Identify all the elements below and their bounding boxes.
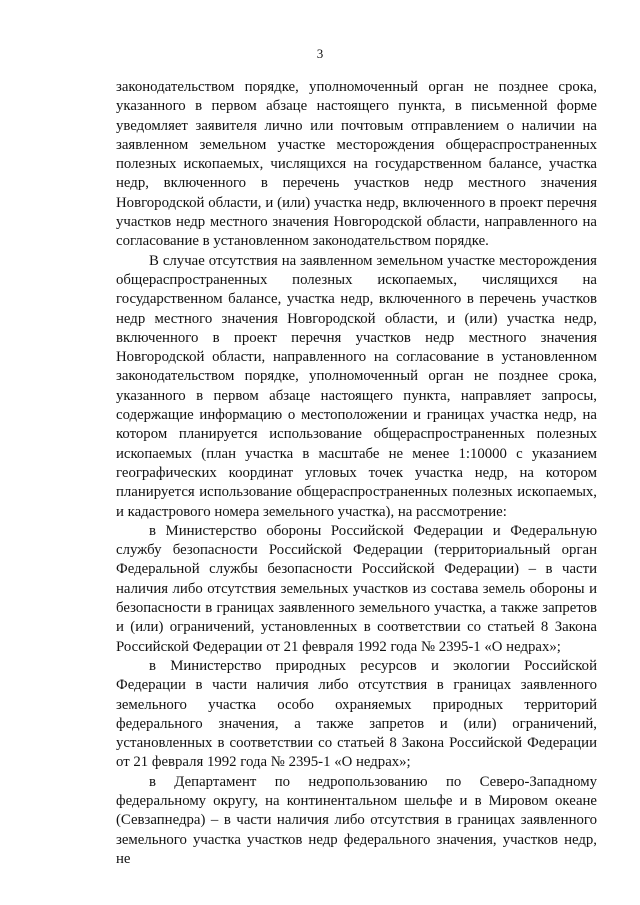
paragraph-continuation: законодательством порядке, уполномоченный орган не позднее срока, указанного в первом абзаце настоящего пункта, в письменной форме уведомляет заявителя лично или почтовым отправлением о наличии на заявленном земельном участке месторождения общераспространенных полезных ископаемых, числящихся на государственном балансе, участка недр, включенного в перечень участков недр местного значения Новгородской области, и (или) участка недр, включенного в проект перечня участков недр местного значения Новгородской области, направленного на согласование в установленном законодательством порядке. <box>116 79 597 250</box>
page-number: 3 <box>316 46 324 61</box>
paragraph-absence-case: В случае отсутствия на заявленном земельном участке месторождения общераспространенных полезных ископаемых, числящихся на государственном балансе, участка недр, включенного в перечень участков недр местного значения Новгородской области, и (или) участка недр, включенного в проект перечня участков недр местного значения Новгородской области, направленного на согласование в установленном законодательством порядке, уполномоченный орган не позднее срока, указанного в первом абзаце настоящего пункта, направляет запросы, содержащие информацию о местоположении и границах участка недр, на котором планируется использование общераспространенных полезных ископаемых (план участка в масштабе не менее 1:10000 с указанием географических координат угловых точек участка недр, на котором планируется использование общераспространенных полезных ископаемых, и кадастрового номера земельного участка), на рассмотрение: <box>116 252 597 520</box>
paragraph-ministry-of-defence: в Министерство обороны Российской Федерации и Федеральную службу безопасности Российской Федерации (территориальный орган Федеральной службы безопасности Российской Федерации) – в части наличия либо отсутствия земельных участков из состава земель обороны и безопасности в границах заявленного земельного участка, а также запретов и (или) ограничений, установленных в соответствии со статьей 8 Закона Российской Федерации от 21 февраля 1992 года № 2395-1 «О недрах»; <box>116 522 597 655</box>
paragraph-ministry-of-natural-resources: в Министерство природных ресурсов и экологии Российской Федерации в части наличия либо отсутствия в границах заявленного земельного участка особо охраняемых природных территорий федерального значения, а также запретов и (или) ограничений, установленных в соответствии со статьей 8 Закона Российской Федерации от 21 февраля 1992 года № 2395-1 «О недрах»; <box>116 657 597 771</box>
paragraph-sevzapnedra: в Департамент по недропользованию по Северо-Западному федеральному округу, на континентальном шельфе и в Мировом океане (Севзапнедра) – в части наличия либо отсутствия в границах заявленного земельного участка участков недр федерального значения, участков недр, не <box>116 773 597 867</box>
document-body <box>116 78 597 869</box>
